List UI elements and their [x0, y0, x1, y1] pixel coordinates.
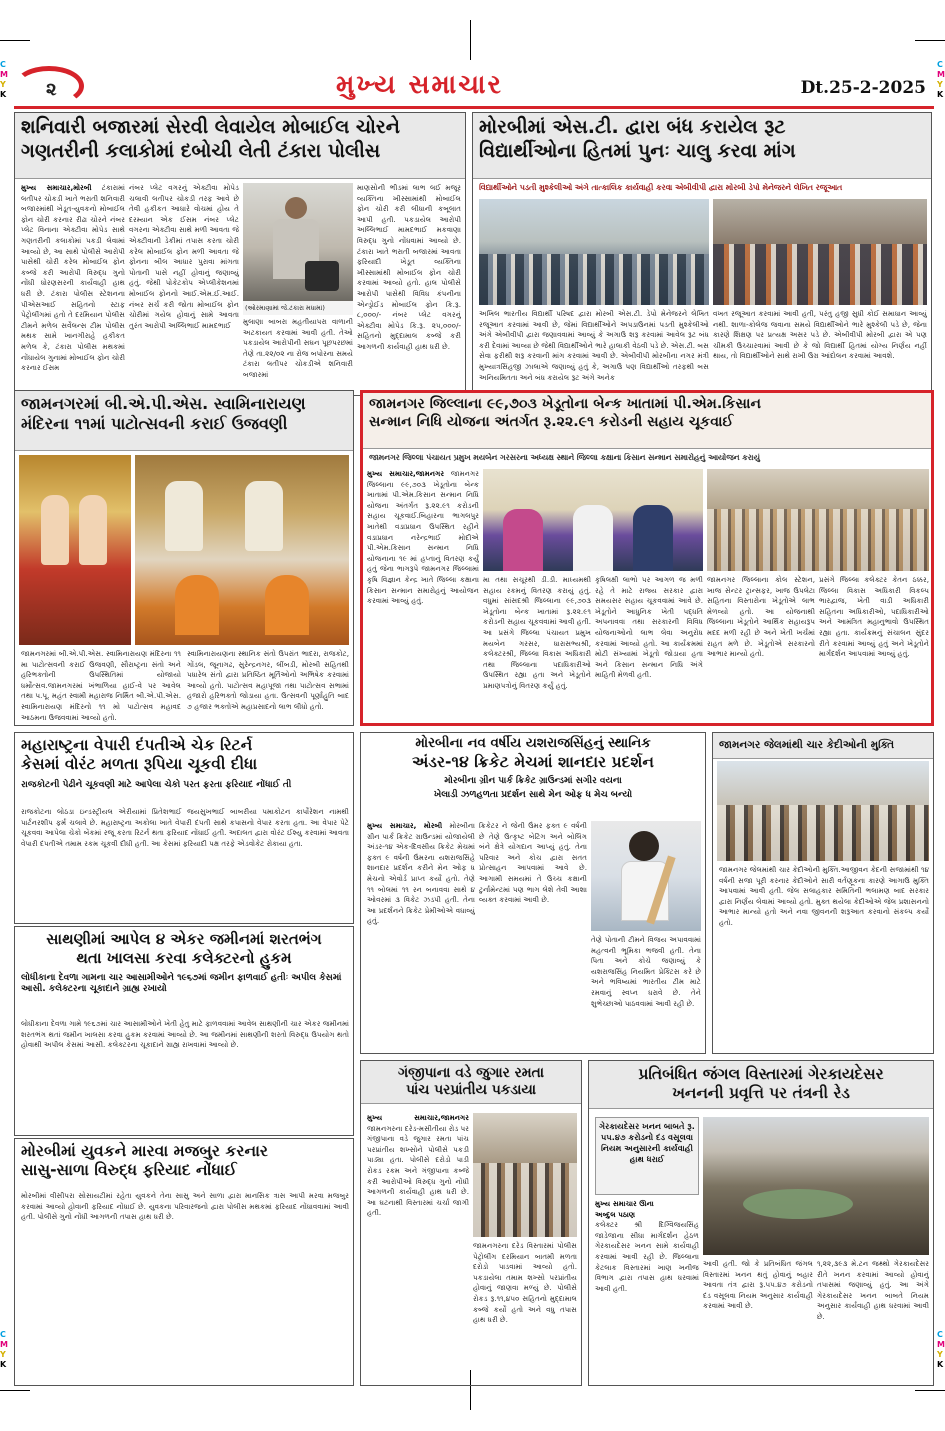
article-body: જામનગરમાં બી.એ.પી.એસ. સ્વામિનારાયણ મંદિરના ૧૧ મા પાટોત્સવની કરાઈ ઉજવણી, સૌરાષ્ટ્રના સંતો અને હરિભક્તોની ઉપસ્થિતિમાં યોજાયો ધર્મોત્સવ.જામનગરમાં ખંભાળિયા હાઈ-વે પર આવેલ તથા પ.પૂ. મહંત સ્વામી મહારાજ નિર્મિત બી.એ.પી.એસ. સ્વામિનારાયણ મંદિરનો ૧૧ મો પાટોત્સવ મહાવદ આઠમના ઉજવવામાં આવ્યો હતો.: [21, 649, 181, 722]
article-column: [357, 183, 461, 393]
article-column: [595, 575, 703, 721]
headline: સન્માન નિધિ યોજના અંતર્ગત રૂ.૨૨.૯૧ કરોડની સહાય ચૂકવાઈ: [369, 413, 734, 430]
article-body: પ્રસંગે જિલ્લા કલેક્ટર કેતન ઠક્કર, જિલ્લા વિકાસ અધિકારી વિકલ્પ ભારદ્વાજ, ખેતી વાડી અધિકારી સહિતના અધિકારીઓ, પદાધિકારીઓ અને આમંત્રિત મહાનુભાવો ઉપસ્થિત રહ્યા હતા. કાર્યક્રમનું સંચાલન સુંદર રીતે કરવામાં આવ્યું હતું અને ખેડૂતોને માર્ગદર્શન આપવામાં આવ્યું હતું.: [819, 575, 929, 659]
headline: ગંજીપાના વડે જુગાર રમતા: [397, 1065, 545, 1081]
article-body: જામનગર જેલમાંથી ચાર કેદીઓની મુક્તિ.આજીવન કેદની સજામાંથી ૧૪ વર્ષની સજા પૂરી કરનાર કેદીઓને સારી વર્તણૂકના કારણે આગાઉ મુક્તિ આપવામાં આવી હતી. જેલ સલાહકાર સમિતિની ભલામણ બાદ સરકાર દ્વારા નિર્ણય લેવામાં આવ્યો હતો. મુક્ત થયેલા કેદીઓએ જેલ પ્રશાસનનો આભાર માન્યો હતો અને નવા જીવનની શરૂઆત કરવાનો સંકલ્પ કર્યો હતો.: [719, 865, 929, 927]
article-cheque-return: [14, 732, 354, 924]
students-group-photo: [479, 199, 709, 305]
article-land-breach: [14, 926, 354, 1136]
issue-date: Dt.25-2-2025: [800, 78, 926, 98]
headline: પાંચ પરપ્રાંતીય પકડાયા: [405, 1082, 537, 1099]
headline: સાસુ-સાળા વિરુદ્ધ ફરિયાદ નોંધાઈ: [21, 1161, 237, 1180]
photo-caption: (ઓરમાણામાં જે.ટંકારા મધામાં): [243, 301, 353, 315]
article-column: [473, 1241, 577, 1383]
dateline: મુખ્ય સમાચાર,જામનગર: [367, 1113, 469, 1122]
subheadline: વિદ્યાર્થીઓને પડતી મુશ્કેલીઓ અંગે તાત્કાલિક કાર્યવાહી કરવા એબીવીપી દ્વારા મોરબી ડેપો મેનેજરને લેખિત રજૂઆત: [479, 183, 843, 192]
crop-mark: [0, 40, 30, 41]
crop-mark: [915, 1390, 945, 1391]
article-column: [187, 649, 349, 723]
headline-block: [15, 113, 465, 179]
header-rule: [14, 106, 934, 109]
article-column: [703, 1259, 813, 1383]
article-column: [367, 469, 479, 721]
article-column: [591, 935, 701, 1051]
article-column: [817, 1259, 929, 1383]
headline: મોરબીના નવ વર્ષીય યશરાજસિંહનું સ્થાનિક: [415, 736, 651, 751]
headline: જામનગરમાં બી.એ.પી.એસ. સ્વામિનારાયણ: [21, 394, 306, 413]
registration-cmyk-right: C M Y K: [937, 60, 945, 99]
crop-mark: [0, 1390, 30, 1391]
article-morbi-youth: [14, 1138, 354, 1386]
headline: મોરબીમાં એસ.ટી. દ્વારા બંધ કરાયેલ રૂટ: [479, 116, 786, 138]
inset-headline: ગેરકાયદેસર ખનન બાબતે રૂ. ૫૫.૪૭ કરોડનો દંડ વસૂલવા નિયમ અનુસારની કાર્યવાહી હાથ ધરાઈ: [599, 1121, 695, 1164]
article-body: નંબર પ્લેટ વગરનું એક્ટીવા મોપેડ ચલાવી લતીપર ચોકડી તરફ આવે છે તેવી હકીકત આધારે વોચમાં હોય તે દરમ્યાન એક ઈસમ નંબર પ્લેટ વગરના એક્ટીવા સાથે મળી આવતા જે એક્ટીવાની ડેકીમાં તપાસ કરતા ચોરી કરેલ મોબાઈલ ફોન મળી આવતા જે ફોનના બીલ આધાર પુરાવા માંગતા પોતાની પાસે નહીં હોવાનું જણાવ્યું હતું. જેથી પોકેટકોપ એપ્લીકેશનમાં મોબાઈલ ફોનનો આઈ.એમ.ઈ.આઈ. નંબર સર્ચ કરી જોતા મોબાઈલ ફોન ચોરીમાં ગયેલ હોવાનું સામે આવતા તુરંત આરોપી અલ્લિભાઈ મામદભાઈ: [129, 183, 239, 330]
headline: સાથણીમાં આપેલ ૪ એકર જમીનમાં શરતભંગ: [46, 930, 322, 948]
article-body: જામનગર જિલ્લાના કોલ સ્ટેશન, ખાજ સેન્ટર ટ્રાન્સફર, ખાજ ઉપલેટા સહિતના વિસ્તારોના ખેડૂતોએ લાભ મેળવ્યો હતો. આ યોજનાથી જિલ્લાના ખેડૂતોને આર્થિક સહાયરૂપ મદદ મળી રહી છે અને ખેતી ખર્ચમાં રાહત મળે છે. ખેડૂતોએ સરકારનો આભાર માન્યો હતો.: [707, 575, 815, 659]
headline-block: [589, 1061, 933, 1109]
saints-puja-photo: [135, 455, 349, 645]
headline: જામનગર જિલ્લાના ૯૯,૭૦૩ ખેડૂતોના બેન્ક ખાતામાં પી.એમ.કિસાન: [369, 396, 762, 412]
headline: શનિવારી બજારમાં સેરવી લેવાયેલ મોબાઈલ ચોરને: [21, 116, 400, 138]
article-body: અખિલ ભારતીય વિદ્યાર્થી પરિષદ દ્વારા મોરબી એસ.ટી. ડેપો મેનેજરને લેખિત રજૂઆત કરવામાં આવી છે, જેમાં વિદ્યાર્થીઓને અપડાઉનમાં પડતી મુશ્કેલીઓ અંગે એબીવીપી દ્વારા જણાવવામાં આવ્યું કે અગાઉ શરૂ કરવામાં આવેલ રૂટ બંધ કરી દેવામાં આવ્યા છે જેથી વિદ્યાર્થીઓને ભારે હાલાકી વેઠવી પડે છે. એસ.ટી. બસ સેવા ફરીથી શરૂ કરવાની માંગ કરવામાં આવી છે. એબીવીપી મોરબીના નગર મંત્રી મુખ્યાત્રસિંહજી ઝાલાએ જણાવ્યું હતું કે, અગાઉ પણ વિદ્યાર્થીઓ તરફથી બસ અનિયમિતતા અને બંધ કરાયેલ રૂટ અંગે અનેક: [479, 309, 709, 382]
article-column: [129, 183, 239, 393]
article-body: તેણે પોતાની ટીમને વિજય અપાવવામાં મહત્વની ભૂમિકા ભજવી હતી. તેના પિતા અને કોચે જણાવ્યું કે યશરાજસિંહ નિયમિત પ્રેક્ટિસ કરે છે અને ભવિષ્યમાં ભારતીય ટીમ માટે રમવાનું સ્વપ્ન ધરાવે છે. તેને શુભેચ્છાઓ પાઠવવામાં આવી રહી છે.: [591, 935, 701, 1008]
crop-mark: [915, 40, 945, 41]
page-header: [14, 70, 934, 106]
headline: મહારાષ્ટ્રના વેપારી દંપતીએ ચેક રિટર્ન: [21, 736, 253, 754]
article-column: [595, 1199, 699, 1383]
mining-pit-photo: [703, 1117, 929, 1255]
article-column: [367, 821, 475, 1051]
farmers-audience-photo: [707, 469, 929, 571]
headline: મંદિરના ૧૧માં પાટોત્સવની કરાઈ ઉજવણી: [21, 414, 288, 433]
article-pm-kisan: [360, 390, 934, 726]
article-body: મોરબીમાં વીસીપરા સોસાયટીમાં રહેતા યુવકને તેના સાસુ અને સાળા દ્વારા માનસિક ત્રાસ આપી મરવા મજબુર કરવામાં આવ્યો હોવાની ફરિયાદ નોંધાઈ છે. યુવકના પરિવારજનો દ્વારા પોલીસ મથકમાં ફરિયાદ નોંધાવવામાં આવી હતી. પોલીસે ગુનો નોંધી આગળની તપાસ હાથ ધરી છે.: [21, 1191, 349, 1222]
arrested-person-photo: [243, 183, 353, 301]
dateline: મુખ્ય સમાચાર, મોરબી: [367, 821, 443, 830]
section-title: મુખ્ય સમાચાર: [336, 70, 503, 100]
headline-block: [361, 733, 705, 775]
article-column: [483, 575, 591, 721]
subheadline: લોધીકાના દેવળા ગામના ચાર આસામીઓને ૧૯૬૭માં જમીન ફાળવાઈ હતીઃ અપીલ કેસમાં આસી. કલેક્ટરના ચૂકાદાને ગ્રાહ્ય રખાયો: [21, 972, 342, 995]
article-body: સ્વામિનારાયણના સ્થાનિક સંતો ઉપરાંત ભાદરા, રાજકોટ, ગોંડલ, જૂનાગઢ, સુરેન્દ્રનગર, લીંબડી, મોરબી સહિતથી પધારેલ સંતો દ્વારા પ્રતિષ્ઠિત મૂર્તિઓનો અભિષેક કરવામાં આવ્યો હતો. પાટોત્સવ મહાપૂજા તથા પાટોત્સવ સભામાં હજારો હરિભક્તો જોડાયા હતા. ઉત્સવની પૂર્ણાહુતિ બાદ ૭ હજાર ભક્તોએ મહાપ્રસાદનો લાભ લીધો હતો.: [187, 649, 349, 711]
article-column: [713, 309, 927, 393]
article-cricket-yashrajsinh: [360, 732, 706, 1054]
article-body: કૃષિલક્ષી લાભો પર આગળ જ મળી રહે તે માટે રાજ્ય સરકાર દ્વારા સમયસર સહાય ચૂકવવામાં આવે છે. ખેડૂતોને આધુનિક ખેતી પદ્ધતિ અપનાવવા તથા સરકારની વિવિધ યોજનાઓનો લાભ લેવા અનુરોધ કરવામાં આવ્યો હતો. આ કાર્યક્રમમાં મોટી સંખ્યામાં ખેડૂતો જોડાયા હતા અને કિસાન સન્માન નિધિ અંગે માહિતી મેળવી હતી.: [595, 575, 703, 680]
article-body: મુલાણા બાબરા મહતીયાપરા વાળાની અટકાયત કરવામાં આવી હતી. તેઓ પકડાયેલ આરોપીની સઘન પૂછપરછમાં તેણે તા.૨૨/૦૨ ના રોજ બપોરના સમયે ટંકારા લતીપર ચોકડીએ શનિવારી બજારમાં: [243, 317, 353, 379]
registration-cmyk-right-bottom: C M Y K: [937, 1330, 945, 1369]
article-body: ક્રિકેટર ને જેની ઉંમર ફક્ત ૯ વર્ષની છે તેણે ઉત્કૃષ્ટ બેટિંગ અને બોલિંગ બંને ક્ષેત્રે યોગદાન આપ્યું હતું. તેના પરિવાર અને કોચ દ્વારા સતત પ્રોત્સાહન આપવામાં આવે છે. આગામી સમયમાં તે ઉચ્ચ કક્ષાની ટુર્નામેન્ટમાં પણ ભાગ લેશે તેવી આશા વ્યક્ત કરવામાં આવી છે.: [479, 821, 587, 905]
headline-block: [473, 113, 931, 179]
headline: કેસમાં વોરંટ મળતા રૂપિયા ચૂકવી દીધા: [21, 755, 258, 774]
article-column: [479, 309, 709, 393]
headline: પ્રતિબંધિત જંગલ વિસ્તારમાં ગેરકાયદેસર: [638, 1065, 884, 1083]
article-body: જામનગરના દરેડ-મસીતીયા રોડ પર ગંજીપાના વડે જુગાર રમતા પાંચ પરપ્રાંતીય શખ્સોને પોલીસે પકડી પાડ્યા હતા. પોલીસે દરોડો પાડી રોકડ રકમ અને ગંજીપાના કબ્જે કરી આરોપીઓ વિરુદ્ધ ગુનો નોંધી આગળની કાર્યવાહી હાથ ધરી છે. આ ઘટનાથી વિસ્તારમાં ચર્ચા જાગી હતી.: [367, 1123, 469, 1218]
article-column: [21, 649, 181, 723]
headline: ખનનની પ્રવૃત્તિ પર તંત્રની રેડ: [672, 1084, 850, 1103]
dateline: મુખ્ય સમાચાર ઊના: [595, 1199, 654, 1208]
headline-block: [15, 733, 353, 778]
subheadline: મોરબીના ગ્રીન પાર્ક ક્રિકેટ ગ્રાઉન્ડમાં સગીર વયના: [444, 776, 622, 787]
headline-block: [361, 1061, 581, 1104]
headline: વિદ્યાર્થીઓના હિતમાં પુનઃ ચાલુ કરવા માંગ: [479, 139, 796, 162]
subheadline: રાજકોટની પેઢીને ચૂકવણી માટે આપેલા ચેકો પરત ફરતા ફરિયાદ નોંધાઈ તી: [21, 779, 292, 790]
arrested-gamblers-photo: [473, 1113, 577, 1237]
young-cricketer-photo: [591, 821, 701, 931]
temple-idols-photo: [19, 455, 131, 645]
subheadline: ખેલાડી ઝળહળતા પ્રદર્શન સાથે મેન ઓફ ધ મેચ બન્યો: [433, 789, 633, 800]
headline: જામનગર જેલમાંથી ચાર કેદીઓની મુક્તિ: [713, 733, 933, 759]
article-column: [479, 821, 587, 1051]
headline: અંડર-૧૪ ક્રિકેટ મેચમાં શાનદાર પ્રદર્શન: [411, 752, 655, 771]
article-illegal-mining: [588, 1060, 934, 1386]
article-column: [707, 575, 815, 721]
inset-box: [595, 1117, 699, 1195]
headline-block: [363, 393, 931, 449]
registration-cmyk-left-bottom: C M Y K: [0, 1330, 8, 1369]
article-st-route-demand: [472, 112, 932, 396]
article-column: [367, 1113, 469, 1383]
headline-block: [15, 927, 353, 971]
article-body: ટંકારામાં લતીપર ચોકડી ખાતે ભરાતી શનિવારી બજારમાંથી ખેડૂત-યુવકનો મોબાઈલ ફોન ચોરી કરનાર રીઢા ચોરને નંબર પ્લેટ વિનાના એક્ટીવા મોપેડ સાથે ગણતરીની કલાકોમાં પકડી લેવામાં આવ્યો છે, આ સાથે પોલીસે આરોપી પાસેથી ચોરી કરેલ મોબાઈલ ફોન કબ્જે કરી આરોપી વિરુદ્ધ ગુનો નોંધી ધોરણસરની કાર્યવાહી હાથ ધરી છે. ટંકારા પોલીસ સ્ટેશનના પીએસઆઈ સહિતનો સ્ટાફ પેટ્રોલીંગમાં હતો તે દરમિયાન પોલીસ ટીમને મળેલ સર્વેલન્સ ટીમ પોલીસ મથક સામે ખાનગીરાહે હકીકત મળેલ કે, ટંકારા પોલીસ મથકમાં નોંધાયેલ ગુનામાં મોબાઈલ ફોન ચોરી કરનાર ઈસમ: [21, 183, 125, 373]
crop-mark: [470, 20, 471, 60]
article-body: મા તથા સચૂરથી ડી.ડી. માધ્યમથી સહાય રકમનું વિતરણ કરાયું હતું. વધુમાં સાંસદશ્રી જિલ્લાના ૯૯,૭૦૩ ખેડૂતોના બેન્ક ખાતામાં રૂ.૨૨.૯૧ કરોડની સહાય ચૂકવવામાં આવી હતી. આ પ્રસંગે જિલ્લા પંચાયત પ્રમુખ મયબેન ગરસર, ધારાસભ્યશ્રી, કલેક્ટરશ્રી, જિલ્લા વિકાસ અધિકારી તથા જિલ્લાના પદાધિકારીઓ ઉપસ્થિત રહ્યા હતા અને ખેડૂતોને પ્રમાણપત્રોનું વિતરણ કર્યું હતું.: [483, 575, 591, 690]
article-column: [21, 183, 125, 393]
headline: મોરબીમાં યુવકને મારવા મજબુર કરનાર: [21, 1142, 268, 1160]
article-jail-release: [712, 732, 934, 1054]
article-column: [243, 317, 353, 393]
byline: અબ્દુલ પઠાણ: [595, 1209, 636, 1219]
article-body: જામનગરના દરેડ વિસ્તારમાં પોલીસ પેટ્રોલીંગ દરમિયાન બાતમી મળતા દરોડો પાડવામાં આવ્યો હતો. પકડાયેલા તમામ શખ્સો પરપ્રાંતીય હોવાનું જાણવા મળ્યું છે. પોલીસે રોકડ રૂ.૧૧,૪૫૦ સહિતનો મુદ્દામાલ કબ્જે કર્યો હતો અને વધુ તપાસ હાથ ધરી છે.: [473, 1241, 577, 1325]
article-body: ૧,૨૨,૩૯૩ મે.ટન જથ્થો ગેરકાયદેસર રીતે ખનન કરવામાં આવ્યો હોવાનું તપાસમાં જણાવ્યું હતું. આ અંગે ગેરકાયદેસર ખનન બાબતે નિયમ અનુસાર કાર્યવાહી હાથ ધરવામાં આવી છે.: [817, 1259, 929, 1321]
article-body: માણસોની ભીડમાં લાભ લઈ મજૂર વ્યક્તિના ખીસ્સામાંથી મોબાઈલ ફોન ચોરી કરી લીધાની કબૂલાત આપી હતી. પકડાયેલ આરોપી અલ્લિભાઈ મામદભાઈ મકવાણા વિરુદ્ધ ગુનો નોંધવામાં આવ્યો છે. ટંકારા ખાતે ભરાતી બજારમાં આવતા ફરિયાદી ખેડૂત વ્યક્તિના ખીસ્સામાંથી મોબાઈલ ફોન ચોરી કરવામાં આવ્યો હતો. હાલ પોલીસે આરોપી પાસેથી વિવિધ કંપનીના એન્ડ્રોઈડ મોબાઈલ ફોન કિ.રૂ. ૮,૦૦૦/- નંબર પ્લેટ વગરનું એક્ટીવા મોપેડ કિ.રૂ. ૨૫,૦૦૦/- સહિતનો મુદ્દામાલ કબ્જે કરી આગળની કાર્યવાહી હાથ ધરી છે.: [357, 183, 461, 351]
article-gambling-raid: [360, 1060, 582, 1386]
kisan-award-photo: [483, 469, 703, 571]
released-prisoners-photo: [717, 761, 929, 861]
article-body: મોરબીના ગ્રીન પાર્ક ક્રિકેટ ગ્રાઉન્ડમાં યોજાયેલી અંડર-૧૪ એક-દિવસીય ક્રિકેટ મેચમાં ફક્ત ૯ વર્ષની ઉંમરના યશરાજસિંહે શાનદાર પ્રદર્શન કરીને મેન ઓફ ધ મેચનો એવોર્ડ પ્રાપ્ત કર્યો હતો. તેણે ૧૧ બોલમાં ૧૧ રન બનાવવા સાથે ૪ ઓવરમાં ૩ વિકેટ ઝડપી હતી. તેના આ પ્રદર્શનને ક્રિકેટ પ્રેમીઓએ વધાવ્યું હતું.: [367, 821, 475, 926]
dateline: મુખ્ય સમાચાર,મોરબી: [21, 183, 92, 192]
article-body: આવી હતી. જો કે પ્રતિબંધિત જંગલ વિસ્તારમાં ખનન થતું હોવાનું બહાર આવતા તંત્ર દ્વારા રૂ.૫૫.૪૭ કરોડનો દંડ વસૂલવા નિયમ અનુસાર કાર્યવાહી કરવામાં આવી છે.: [703, 1259, 813, 1311]
subheadline: જામનગર જિલ્લા પંચાયત પ્રમુખ મયબેન ગરસરના અધ્યક્ષ સ્થાને જિલ્લા કક્ષાના કિસાન સન્માન સમારોહનું આયોજન કરાયું: [369, 453, 760, 462]
article-body: લોધીકાના દેવળા ગામે ૧૯૬૭માં ચાર આસામીઓને ખેતી હેતુ માટે ફાળવવામાં આવેલ સાથણીની ચાર એકર જમીનમાં શરતભંગ થતાં જમીન ખાલસા કરવા હુકમ કરવામાં આવ્યો છે. આ જમીનમાં સાથણીની શરતો વિરુદ્ધ ઉપયોગ થતો હોવાથી અપીલ કેસમાં આસી. કલેક્ટરના ચૂકાદાને ગ્રાહ્ય રાખવામાં આવ્યો છે.: [21, 1019, 349, 1050]
headline: ગણતરીની કલાકોમાં દબોચી લેતી ટંકારા પોલીસ: [21, 139, 381, 162]
article-column: [819, 575, 929, 721]
registration-cmyk-left: C M Y K: [0, 60, 8, 99]
article-body: જામનગર જિલ્લાના ૯૯,૭૦૩ ખેડૂતોના બેન્ક ખાતામાં પી.એમ.કિસાન સન્માન નિધિ યોજના અંતર્ગત રૂ.૨૨.૯૧ કરોડની સહાય ચૂકવાઈ.બિહારના ભાગલપુર ખાતેથી વડાપ્રધાન ઉપસ્થિત રહીને વડાપ્રધાન નરેન્દ્રભાઈ મોદીએ પી.એમ.કિસાન સન્માન નિધિ યોજનાના ૧૯ માં હપ્તાનું વિતરણ કર્યું હતું જેના ભાગરૂપે જામનગર જિલ્લામાં કૃષિ વિજ્ઞાન કેન્દ્ર ખાતે જિલ્લા કક્ષાના કિસાન સન્માન સમારોહનું આયોજન કરવામાં આવ્યું હતું.: [367, 469, 479, 606]
article-body: રાજકોટના લોઠડા ઇન્ડસ્ટ્રીયલ એરીયામાં પ્રિતેશભાઈ જયસુખભાઈ બાબરીયા પમાકોટન કાર્પોરેશન નામથી પાર્ટનરશીપ ફર્મ ચલાવે છે. મહારાષ્ટ્રના અકોલા ખાતે વેપારી દંપતી સાથે કપાસનો વેપાર કરતા હતા. આ વેપાર પેટે ચૂકવવા આપેલા ચેકો બેંકમાં રજૂ કરતા રિટર્ન થતા ફરિયાદ નોંધાઈ હતી. અદાલત દ્વારા વોરંટ ઈશ્યુ કરવામાં આવતા વેપારી દંપતીએ તમામ રકમ ચૂકવી દીધી હતી. આ કેસમાં ફરિયાદી પક્ષ તરફે એડવોકેટ રોકાયા હતા.: [21, 807, 349, 848]
headline: થતા ખાલસા કરવા કલેક્ટરનો હુકમ: [76, 948, 292, 967]
article-baps-temple: [14, 390, 354, 726]
memorandum-submission-photo: [713, 199, 927, 305]
article-body: વખત રજૂઆત કરવામાં આવી હતી, પરંતુ હજી સુધી કોઈ સમાધાન આવ્યું નથી. શાળા-કોલેજ જવાના સમયે વિદ્યાર્થીઓને ભારે મુશ્કેલી પડે છે, જેના કારણે શિક્ષણ પર પ્રત્યક્ષ અસર પડે છે. એબીવીપી મોરબી દ્વારા એ પણ ચીમકી ઉચ્ચારવામાં આવી છે કે જો વિદ્યાર્થી હિતમાં યોગ્ય નિર્ણય નહીં થાય, તો વિદ્યાર્થીઓને સાથે રાખી ઉગ્ર આંદોલન કરવામાં આવશે.: [713, 309, 927, 361]
headline-block: [15, 391, 353, 451]
article-body: કલેક્ટર શ્રી દિગ્વિજયસિંહ જાડેજાના સીધા માર્ગદર્શન હેઠળ ગેરકાયદેસર ખનન સામે કાર્યવાહી કરવામાં આવી રહી છે. જિલ્લાના કેટલાક વિસ્તારમાં ખાણ ખનીજ વિભાગ દ્વારા તપાસ હાથ ધરવામાં આવી હતી.: [595, 1220, 699, 1293]
dateline: મુખ્ય સમાચાર,જામનગર: [367, 469, 445, 478]
article-mobile-thief: [14, 112, 466, 396]
page-number: ૨: [46, 79, 57, 100]
headline-block: [15, 1139, 353, 1184]
